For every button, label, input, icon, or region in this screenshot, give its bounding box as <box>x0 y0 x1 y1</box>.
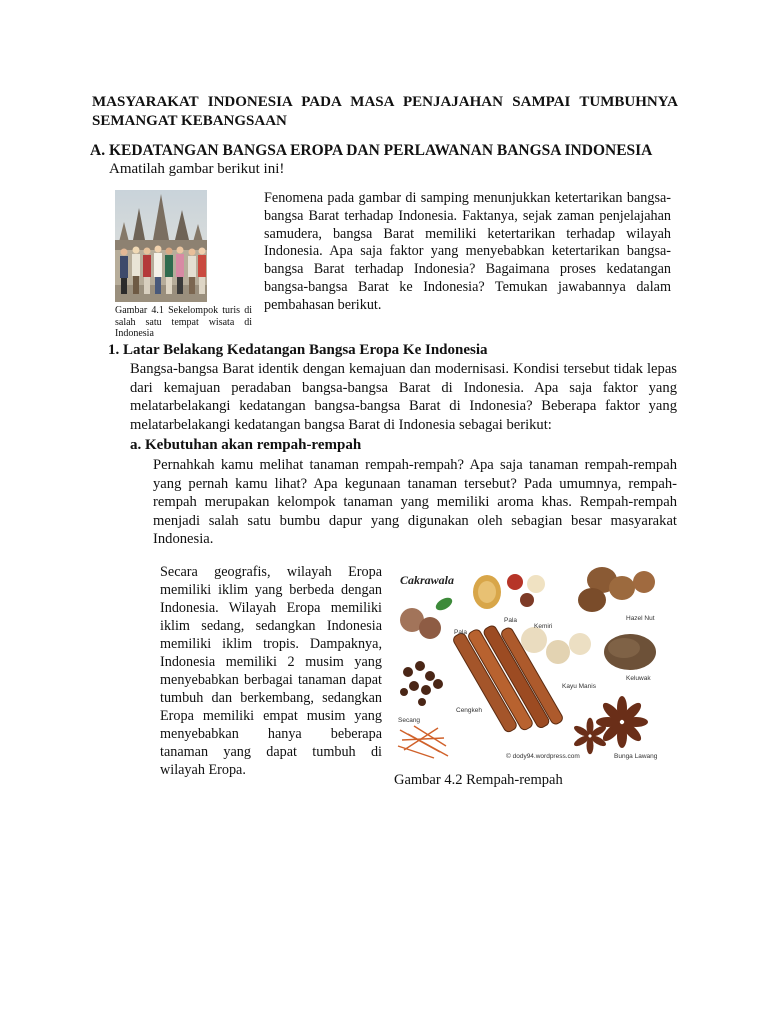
title-line-1: MASYARAKAT INDONESIA PADA MASA PENJAJAHAN SAMPAI TUMBUHNYA <box>92 94 678 110</box>
label-keluwak: Keluwak <box>626 675 651 682</box>
label-hazelnut: Hazel Nut <box>626 615 655 622</box>
tourists-temple-image <box>115 190 207 302</box>
subsection-a-heading: a. Kebutuhan akan rempah-rempah <box>130 437 362 453</box>
document-title <box>92 93 678 131</box>
label-secang: Secang <box>398 717 421 724</box>
subsection-1-heading: 1. Latar Belakang Kedatangan Bangsa Eropa Ke Indonesia <box>108 342 488 358</box>
figure-4-2-caption: Gambar 4.2 Rempah-rempah <box>394 772 563 788</box>
label-cengkeh: Cengkeh <box>456 707 483 714</box>
title-line-2: SEMANGAT KEBANGSAAN <box>92 113 287 129</box>
spices-illustration <box>394 562 664 770</box>
subsection-1-body: Bangsa-bangsa Barat identik dengan kemajuan dan modernisasi. Kondisi tersebut tidak lepas dari kemajuan peradaban bangsa-bangsa Barat di Indonesia. Apa saja faktor yang melatarbelakangi kedatangan bangsa-bangsa Barat di Indonesia? Beberapa faktor yang melatarbelakangi kedatangan bangsa Barat di Indonesia sebagai berikut: <box>130 361 677 433</box>
label-pala-2: Pala <box>504 617 518 624</box>
spices-image <box>394 562 664 770</box>
label-kemiri: Kemiri <box>534 623 553 630</box>
figure-4-1-caption: Gambar 4.1 Sekelompok turis di salah satu tempat wisata di Indonesia <box>115 305 252 339</box>
paragraph-intro: Fenomena pada gambar di samping menunjukkan ketertarikan bangsa-bangsa Barat terhadap Indonesia. Faktanya, sejak zaman penjelajahan samudera, bangsa Barat memiliki ketertarikan terhadap wilayah Indonesia. Apa saja faktor yang menyebabkan ketertarikan bangsa-bangsa Barat terhadap Indonesia? Bagaimana proses kedatangan bangsa-bangsa Barat ke Indonesia? Temukan jawabannya dalam pembahasan berikut. <box>264 190 671 313</box>
subsection-a-body: Pernahkah kamu melihat tanaman rempah-rempah? Apa saja tanaman rempah-rempah yang pernah kamu lihat? Apa kegunaan tanaman tersebut? Pada umumnya, rempah-rempah merupakan kelompok tanaman yang memiliki aroma khas. Rempah-rempah menjadi salah satu bumbu dapur yang digunakan oleh sebagian besar masyarakat Indonesia. <box>153 457 677 548</box>
spices-watermark: © dody94.wordpress.com <box>506 753 580 760</box>
label-kayu-manis: Kayu Manis <box>562 683 596 690</box>
label-pala-1: Pala <box>454 629 468 636</box>
paragraph-geography: Secara geografis, wilayah Eropa memiliki iklim yang berbeda dengan Indonesia. Wilayah Eropa memiliki iklim sedang, sedangkan Indonesia memiliki iklim tropis. Dampaknya, Indonesia memiliki 2 musim yang menyebabkan berbagai tanaman dapat tumbuh dan berkembang, sedangkan Eropa memiliki empat musim yang menyebabkan hanya beberapa tanaman yang dapat tumbuh di wilayah Eropa. <box>160 564 382 778</box>
section-a-heading: A. KEDATANGAN BANGSA EROPA DAN PERLAWANAN BANGSA INDONESIA <box>90 142 653 159</box>
tourists-photo <box>115 190 207 302</box>
section-a-intro: Amatilah gambar berikut ini! <box>109 161 285 177</box>
spices-brand-text: Cakrawala <box>400 573 455 587</box>
label-bunga-lawang: Bunga Lawang <box>614 753 658 760</box>
